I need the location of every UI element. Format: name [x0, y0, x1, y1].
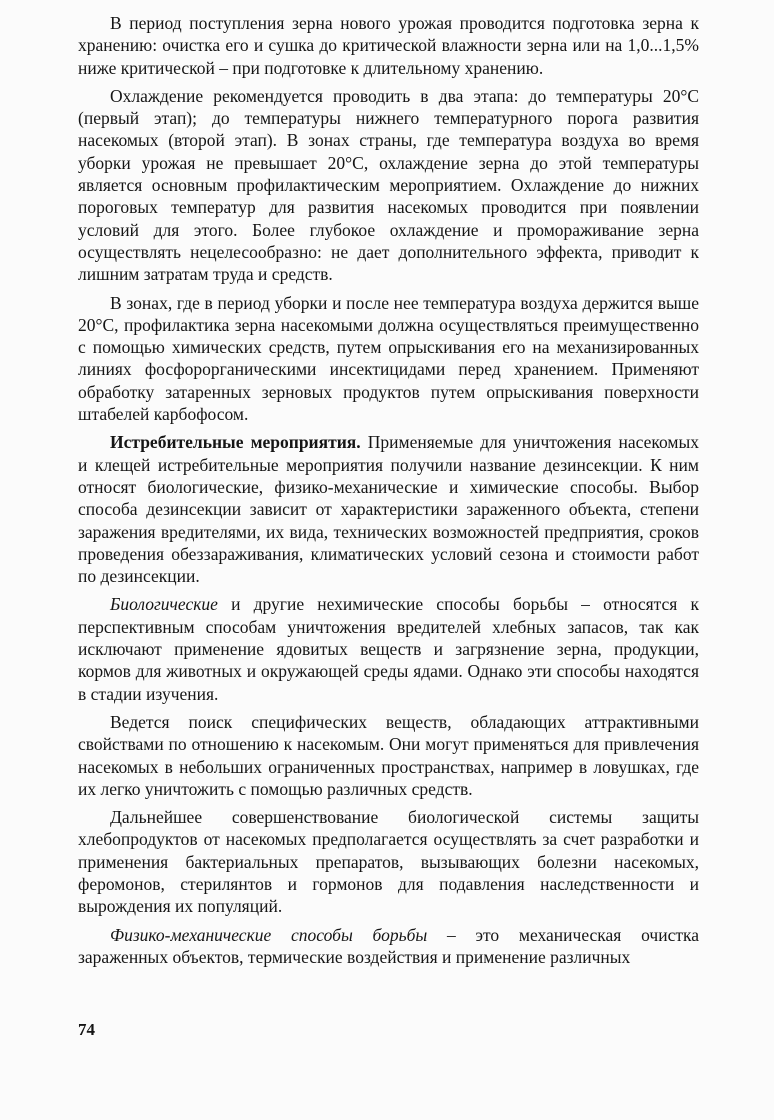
- paragraph-text: В зонах, где в период уборки и после нее температура воздуха держится выше 20°С, профилактика зерна насекомыми должна осуществляться преимущественно с помощью химических средств, путем опрыскивания его на механизированных линиях фосфорорганическими инсектицидами перед хранением. Применяют обработку затаренных зерновых продуктов путем опрыскивания поверхности штабелей карбофосом.: [78, 292, 699, 425]
- paragraph-grain-preparation: [78, 12, 699, 79]
- paragraph-biological-methods: [78, 593, 699, 704]
- page-number: 74: [78, 1020, 95, 1039]
- paragraph-attractants: [78, 711, 699, 800]
- paragraph-text: Охлаждение рекомендуется проводить в два этапа: до температуры 20°С (первый этап); до температуры нижнего температурного порога развития насекомых (второй этап). В зонах страны, где температура воздуха во время уборки урожая не превышает 20°С, охлаждение зерна до этой температуры является основным профилактическим мероприятием. Охлаждение до нижних пороговых температур для развития насекомых проводится при появлении условий для этого. Более глубокое охлаждение и промораживание зерна осуществлять нецелесообразно: не дает дополнительного эффекта, приводит к лишним затратам труда и средств.: [78, 85, 699, 285]
- paragraph-text: Применяемые для уничтожения насекомых и клещей истребительные мероприятия получили название дезинсекции. К ним относят биологические, физико-механические и химические способы. Выбор способа дезинсекции зависит от характеристики зараженного объекта, степени заражения вредителями, их вида, технических возможностей предприятия, сроков проведения обеззараживания, климатических условий сезона и стоимости работ по дезинсекции.: [78, 432, 700, 587]
- paragraph-text: Ведется поиск специфических веществ, обладающих аттрактивными свойствами по отношению к насекомым. Они могут применяться для привлечения насекомых в небольших ограниченных пространствах, например в ловушках, где их легко уничтожить с помощью различных средств.: [78, 711, 699, 799]
- paragraph-lead-italic: Биологические: [110, 594, 218, 615]
- paragraph-physical-mechanical: [78, 924, 699, 969]
- paragraph-text: В период поступления зерна нового урожая проводится подготовка зерна к хранению: очистка его и сушка до критической влажности зерна или на 1,0...1,5% ниже критической – при подготовке к длительному хранению.: [78, 13, 699, 78]
- paragraph-cooling: [78, 85, 699, 286]
- paragraph-lead-italic: Физико-механические способы борьбы: [110, 924, 428, 945]
- paragraph-lead-bold: Истребительные мероприятия.: [110, 432, 361, 453]
- paragraph-extermination: [78, 431, 699, 587]
- paragraph-chemical-prophylaxis: [78, 292, 699, 426]
- body-text: [78, 12, 699, 968]
- paragraph-text: Дальнейшее совершенствование биологической системы защиты хлебопродуктов от насекомых предполагается осуществлять за счет разработки и применения бактериальных препаратов, вызывающих болезни насекомых, феромонов, стерилянтов и гормонов для подавления наследственности и вырождения их популяций.: [78, 807, 699, 917]
- paragraph-text: и другие нехимические способы борьбы – относятся к перспективным способам уничтожения вредителей хлебных запасов, так как исключают применение ядовитых веществ и загрязнение зерна, продукции, кормов для животных и окружающей среды ядами. Однако эти способы находятся в стадии изучения.: [78, 594, 699, 704]
- paragraph-biological-system: [78, 806, 699, 917]
- paragraph-text: – это механическая очистка зараженных объектов, термические воздействия и применение различных: [78, 924, 699, 967]
